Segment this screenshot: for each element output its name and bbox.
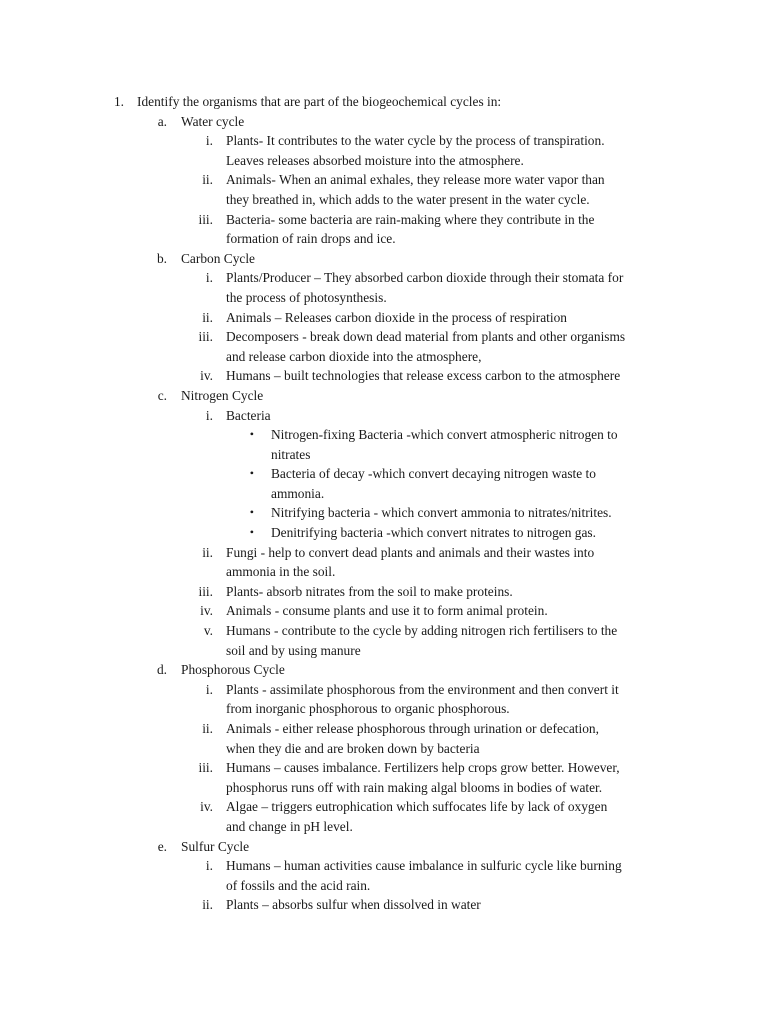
bullet-text: [271, 523, 671, 543]
cycle-letter: a.: [157, 113, 167, 129]
cycle-letter: c.: [157, 387, 167, 403]
organism-item-row: [0, 308, 768, 328]
organism-item-row: [0, 680, 768, 719]
text-line: phosphorus runs off with rain making algal blooms in bodies of water.: [226, 779, 603, 795]
item-numeral: iii.: [198, 583, 213, 599]
item-numeral: v.: [203, 623, 213, 639]
bullet-icon: •: [249, 505, 254, 520]
cycle-outline: [0, 112, 768, 915]
text-line: and change in pH level.: [226, 818, 353, 834]
cycle-heading-row: [0, 249, 768, 269]
item-text: [226, 856, 682, 895]
bullet-icon: •: [249, 525, 254, 540]
cycle-heading-row: [0, 112, 768, 132]
text-line: Nitrogen-fixing Bacteria -which convert atmospheric nitrogen to: [271, 427, 618, 443]
cycle-letter: e.: [157, 838, 167, 854]
question-number: 1.: [113, 94, 124, 109]
text-line: Plants- absorb nitrates from the soil to make proteins.: [226, 583, 513, 599]
text-line: they breathed in, which adds to the water present in the water cycle.: [226, 191, 590, 207]
bullet-item-row: [0, 464, 768, 503]
bullet-text: [271, 503, 671, 523]
organism-item-row: [0, 366, 768, 386]
text-line: when they die and are broken down by bacteria: [226, 740, 480, 756]
question-text: Identify the organisms that are part of the biogeochemical cycles in:: [137, 94, 502, 109]
item-numeral: iv.: [200, 368, 213, 384]
item-numeral: ii.: [202, 721, 213, 736]
cycle-letter: b.: [156, 250, 167, 266]
text-line: Animals – Releases carbon dioxide in the process of respiration: [226, 309, 567, 325]
text-line: Plants- It contributes to the water cycle by the process of transpiration.: [226, 133, 605, 149]
organism-item-row: [0, 406, 768, 426]
item-numeral: i.: [205, 270, 213, 286]
organism-item-row: [0, 856, 768, 895]
organism-item-row: [0, 543, 768, 582]
item-numeral: i.: [205, 407, 213, 423]
cycle-title: Water cycle: [181, 113, 245, 129]
organism-item-row: [0, 170, 768, 209]
bullet-icon: •: [249, 466, 254, 481]
text-line: and release carbon dioxide into the atmosphere,: [226, 348, 482, 364]
item-numeral: i.: [205, 681, 213, 697]
item-numeral: ii.: [202, 544, 213, 560]
text-line: Bacteria of decay -which convert decaying nitrogen waste to: [271, 466, 596, 482]
text-line: nitrates: [271, 446, 311, 462]
bullet-icon: •: [249, 427, 254, 442]
text-line: Humans – built technologies that release excess carbon to the atmosphere: [226, 368, 621, 384]
cycle-title: Nitrogen Cycle: [181, 387, 264, 403]
item-numeral: ii.: [202, 172, 213, 188]
text-line: ammonia.: [271, 485, 325, 501]
text-line: Animals- When an animal exhales, they release more water vapor than: [226, 172, 605, 188]
cycle-title: Phosphorous Cycle: [181, 662, 285, 678]
organism-item-row: [0, 797, 768, 836]
text-line: formation of rain drops and ice.: [226, 231, 396, 247]
item-text: [226, 895, 682, 915]
item-numeral: iv.: [200, 603, 213, 619]
bullet-item-row: [0, 425, 768, 464]
item-text: [226, 758, 682, 797]
organism-item-row: [0, 582, 768, 602]
text-line: Denitrifying bacteria -which convert nitrates to nitrogen gas.: [271, 525, 596, 541]
cycle-heading-row: [0, 837, 768, 857]
item-text: [226, 621, 682, 660]
organism-item-row: [0, 719, 768, 758]
bullet-item-row: [0, 523, 768, 543]
question-row: [0, 92, 768, 112]
item-text: [226, 131, 682, 170]
organism-item-row: [0, 268, 768, 307]
item-text: [226, 406, 682, 426]
organism-item-row: [0, 327, 768, 366]
item-text: [226, 601, 682, 621]
text-line: from inorganic phosphorous to organic phosphorous.: [226, 701, 510, 717]
item-text: [226, 170, 682, 209]
item-text: [226, 268, 682, 307]
item-text: [226, 543, 682, 582]
organism-item-row: [0, 210, 768, 249]
item-text: [226, 327, 682, 366]
text-line: Plants/Producer – They absorbed carbon dioxide through their stomata for: [226, 270, 624, 286]
organism-item-row: [0, 131, 768, 170]
item-text: [226, 680, 682, 719]
document-page: [0, 92, 768, 915]
text-line: of fossils and the acid rain.: [226, 877, 371, 893]
text-line: ammonia in the soil.: [226, 564, 336, 580]
organism-item-row: [0, 895, 768, 915]
item-text: [226, 797, 682, 836]
item-numeral: iii.: [198, 329, 213, 345]
text-line: Plants - assimilate phosphorous from the environment and then convert it: [226, 681, 619, 697]
text-line: Plants – absorbs sulfur when dissolved in water: [226, 897, 481, 913]
item-numeral: i.: [205, 133, 213, 149]
bullet-text: [271, 425, 671, 464]
text-line: Humans - contribute to the cycle by adding nitrogen rich fertilisers to the: [226, 623, 618, 639]
bullet-text: [271, 464, 671, 503]
text-line: the process of photosynthesis.: [226, 289, 387, 305]
bullet-item-row: [0, 503, 768, 523]
cycle-heading-row: [0, 386, 768, 406]
organism-item-row: [0, 758, 768, 797]
item-numeral: i.: [205, 858, 213, 874]
text-line: Bacteria- some bacteria are rain-making where they contribute in the: [226, 211, 595, 227]
item-text: [226, 210, 682, 249]
cycle-title: Sulfur Cycle: [181, 838, 250, 854]
text-line: Decomposers - break down dead material from plants and other organisms: [226, 329, 626, 345]
organism-item-row: [0, 621, 768, 660]
item-numeral: iii.: [198, 760, 213, 776]
item-numeral: ii.: [202, 309, 213, 325]
text-line: Animals - consume plants and use it to form animal protein.: [226, 603, 548, 619]
text-line: Animals - either release phosphorous through urination or defecation,: [226, 721, 599, 736]
cycle-title: Carbon Cycle: [181, 250, 256, 266]
item-numeral: ii.: [202, 897, 213, 913]
item-numeral: iii.: [198, 211, 213, 227]
text-line: Algae – triggers eutrophication which suffocates life by lack of oxygen: [226, 799, 608, 815]
item-text: [226, 719, 682, 758]
item-numeral: iv.: [200, 799, 213, 815]
text-line: Bacteria: [226, 407, 271, 423]
item-text: [226, 308, 682, 328]
text-line: Nitrifying bacteria - which convert ammonia to nitrates/nitrites.: [271, 505, 612, 521]
text-line: Leaves releases absorbed moisture into the atmosphere.: [226, 152, 524, 168]
text-line: Humans – human activities cause imbalance in sulfuric cycle like burning: [226, 858, 622, 874]
organism-item-row: [0, 601, 768, 621]
text-line: soil and by using manure: [226, 642, 361, 658]
item-text: [226, 582, 682, 602]
text-line: Humans – causes imbalance. Fertilizers help crops grow better. However,: [226, 760, 620, 776]
item-text: [226, 366, 682, 386]
text-line: Fungi - help to convert dead plants and animals and their wastes into: [226, 544, 595, 560]
cycle-letter: d.: [156, 662, 167, 678]
cycle-heading-row: [0, 660, 768, 680]
